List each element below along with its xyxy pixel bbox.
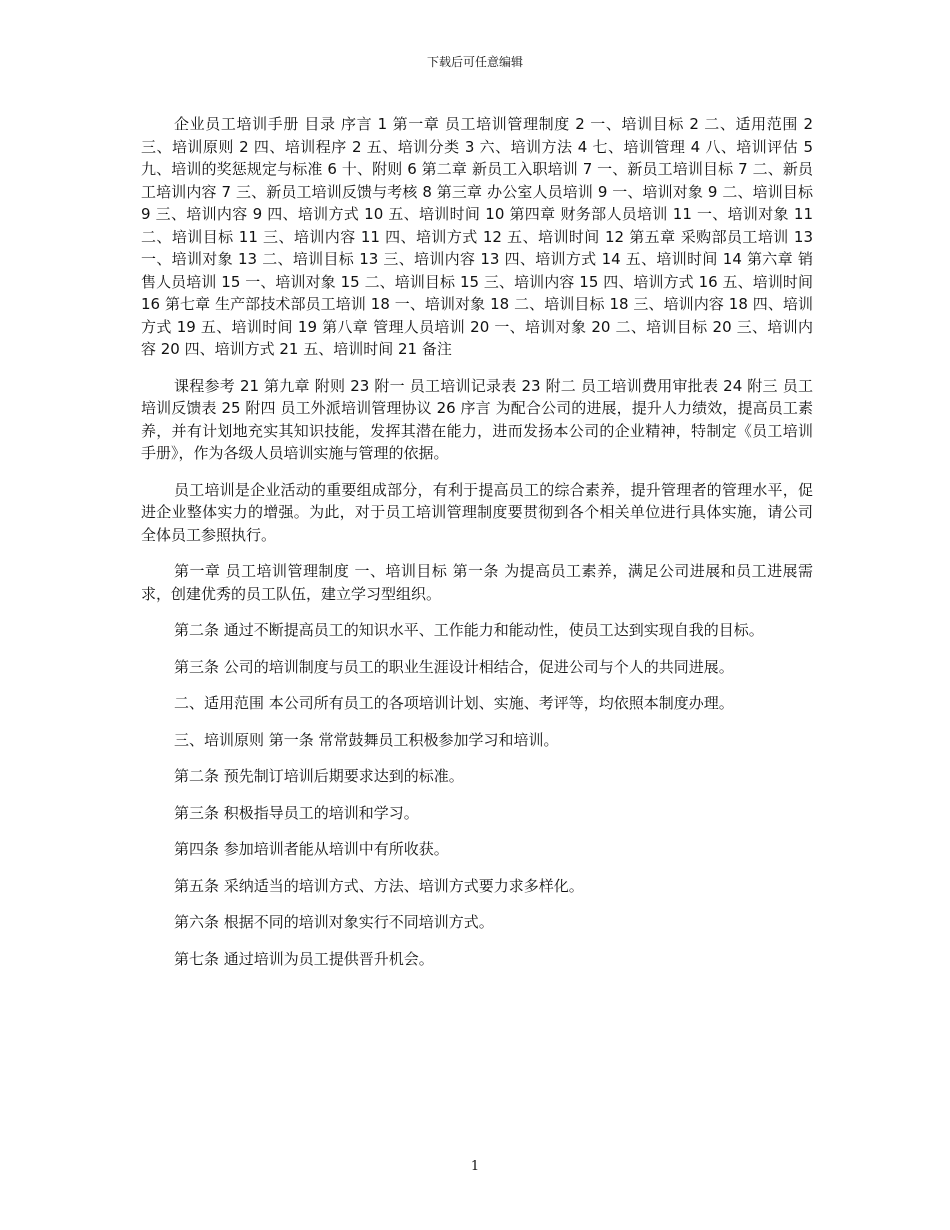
paragraph-chapter-one-article-one: 第一章 员工培训管理制度 一、培训目标 第一条 为提高员工素养，满足公司进展和员工进展需求，创建优秀的员工队伍，建立学习型组织。 bbox=[141, 562, 813, 603]
paragraph-article-three: 第三条 公司的培训制度与员工的职业生涯设计相结合，促进公司与个人的共同进展。 bbox=[174, 657, 734, 676]
paragraph-principles-article-three: 第三条 积极指导员工的培训和学习。 bbox=[174, 803, 419, 822]
paragraph-principles-article-two: 第二条 预先制订培训后期要求达到的标准。 bbox=[174, 767, 464, 785]
page-header: 下载后可任意编辑 bbox=[426, 55, 523, 69]
paragraph-principles-article-seven: 第七条 通过培训为员工提供晋升机会。 bbox=[174, 949, 434, 968]
page-number: 1 bbox=[470, 1159, 480, 1174]
paragraph-principles-article-five: 第五条 采纳适当的培训方式、方法、培训方式要力求多样化。 bbox=[174, 876, 584, 895]
paragraph-article-two: 第二条 通过不断提高员工的知识水平、工作能力和能动性，使员工达到实现自我的目标。 bbox=[174, 621, 764, 639]
document-body bbox=[141, 113, 813, 984]
paragraph-principles-article-six: 第六条 根据不同的培训对象实行不同培训方式。 bbox=[174, 913, 494, 931]
paragraph-table-of-contents: 企业员工培训手册 目录 序言 1 第一章 员工培训管理制度 2 一、培训目标 2 二、适用范围 2 三、培训原则 2 四、培训程序 2 五、培训分类 3 六、培训方法 4 七、培训管理 4 八、培训评估 5 九、培训的奖惩规定与标准 6 十、附则 6 第二章 新员工入职培训 7 一、新员工培训目标 7 二、新员工培训内容 7 三、新员工培训反馈与考核 8 第三章 办公室人员培训 9 一、培训对象 9 二、培训目标 9 三、培训内容 9 四、培训方式 10 五、培训时间 10 第四章 财务部人员培训 11 一、培训对象 11 二、培训目标 11 三、培训内容 11 四、培训方式 12 五、培训时间 12 第五章 采购部员工培训 13 一、培训对象 13 二、培训目标 13 三、培训内容 13 四、培训方式 14 五、培训时间 14 第六章 销售人员培训 15 一、培训对象 15 二、培训目标 15 三、培训内容 15 四、培训方式 16 五、培训时间 16 第七章 生产部技术部员工培训 18 一、培训对象 18 二、培训目标 18 三、培训内容 18 四、培训方式 19 五、培训时间 19 第八章 管理人员培训 20 一、培训对象 20 二、培训目标 20 三、培训内容 20 四、培训方式 21 五、培训时间 21 备注 bbox=[141, 115, 813, 358]
paragraph-principles-article-four: 第四条 参加培训者能从培训中有所收获。 bbox=[174, 840, 449, 858]
paragraph-scope: 二、适用范围 本公司所有员工的各项培训计划、实施、考评等，均依照本制度办理。 bbox=[174, 694, 734, 712]
paragraph-preface: 课程参考 21 第九章 附则 23 附一 员工培训记录表 23 附二 员工培训费用审批表 24 附三 员工培训反馈表 25 附四 员工外派培训管理协议 26 序言 为配合公司的进展，提升人力绩效，提高员工素养，并有计划地充实其知识技能，发挥其潜在能力，进而发扬本公司的企业精神，特制定《员工培训手册》，作为各级人员培训实施与管理的依据。 bbox=[141, 376, 813, 462]
paragraph-training-importance: 员工培训是企业活动的重要组成部分，有利于提高员工的综合素养，提升管理者的管理水平，促进企业整体实力的增强。为此，对于员工培训管理制度要贯彻到各个相关单位进行具体实施，请公司全体员工参照执行。 bbox=[141, 480, 813, 544]
paragraph-principles-article-one: 三、培训原则 第一条 常常鼓舞员工积极参加学习和培训。 bbox=[174, 730, 559, 749]
